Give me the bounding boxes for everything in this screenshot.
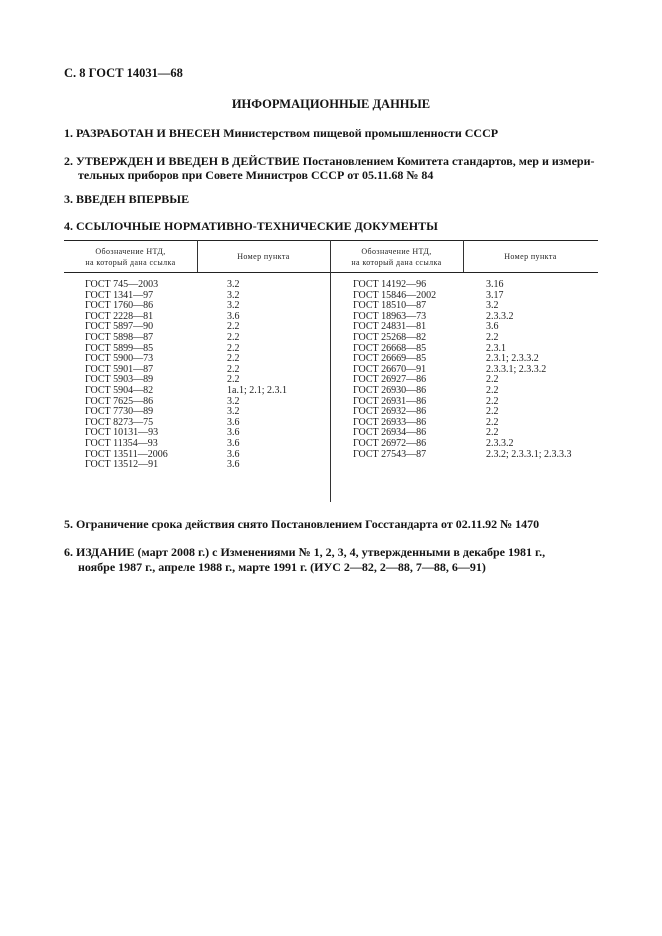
- table-point-cell: 3.6: [227, 459, 240, 471]
- table-point-cell: 2.3.2; 2.3.3.1; 2.3.3.3: [486, 448, 572, 460]
- table-doc-cell: ГОСТ 25268—82: [353, 331, 427, 343]
- table-doc-cell: ГОСТ 26930—86: [353, 384, 427, 396]
- table-point-cell: 3.16: [486, 279, 504, 290]
- table-point-cell: 2.2: [486, 384, 499, 396]
- table-header-rule: [64, 272, 598, 273]
- table-doc-cell: ГОСТ 26972—86: [353, 437, 427, 449]
- table-doc-cell: ГОСТ 5901—87: [85, 363, 154, 375]
- table-point-cell: 3.17: [486, 289, 504, 301]
- left-points-column: [227, 280, 287, 471]
- table-point-cell: 2.3.1; 2.3.3.2: [486, 353, 539, 365]
- table-point-cell: 3.2: [227, 395, 240, 407]
- item-edition: [64, 545, 604, 575]
- item-edition-line2: ноябре 1987 г., апреле 1988 г., марте 1991 г. (ИУС 2—82, 2—88, 7—88, 6—91): [78, 560, 486, 574]
- table-point-cell: 2.3.1: [486, 342, 506, 354]
- table-point-cell: 3.2: [227, 406, 240, 418]
- table-point-cell: 2.2: [227, 374, 240, 386]
- page-header: С. 8 ГОСТ 14031—68: [64, 66, 183, 80]
- header-ntd-left: [64, 246, 197, 268]
- table-doc-cell: ГОСТ 15846—2002: [353, 289, 437, 301]
- table-point-cell: 3.6: [486, 321, 499, 333]
- table-point-cell: 2.2: [227, 363, 240, 375]
- table-point-cell: 3.6: [227, 427, 240, 439]
- table-point-cell: 2.2: [227, 321, 240, 333]
- table-point-cell: 2.2: [227, 353, 240, 365]
- table-doc-cell: ГОСТ 5903—89: [85, 374, 154, 386]
- table-doc-cell: ГОСТ 1341—97: [85, 289, 154, 301]
- item-approved: [64, 154, 604, 182]
- table-point-cell: 3.6: [227, 437, 240, 449]
- table-doc-cell: ГОСТ 26934—86: [353, 427, 427, 439]
- table-doc-cell: ГОСТ 7730—89: [85, 406, 154, 418]
- table-top-rule: [64, 240, 598, 241]
- table-doc-cell: ГОСТ 27543—87: [353, 448, 427, 460]
- table-doc-cell: ГОСТ 2228—81: [85, 310, 154, 322]
- table-doc-cell: ГОСТ 14192—96: [353, 279, 427, 290]
- table-doc-cell: ГОСТ 26933—86: [353, 416, 427, 428]
- table-doc-cell: ГОСТ 11354—93: [85, 437, 158, 449]
- table-doc-cell: ГОСТ 1760—86: [85, 300, 154, 312]
- table-point-cell: 2.2: [486, 395, 499, 407]
- table-doc-cell: ГОСТ 745—2003: [85, 279, 159, 290]
- header-ntd-line1: Обозначение НТД,: [361, 247, 432, 256]
- table-point-cell: 2.2: [227, 331, 240, 343]
- header-ntd-line2: на который дана ссылка: [351, 258, 442, 267]
- table-point-cell: 3.6: [227, 310, 240, 322]
- table-doc-cell: ГОСТ 5904—82: [85, 384, 154, 396]
- item-edition-line1: 6. ИЗДАНИЕ (март 2008 г.) с Изменениями № 1, 2, 3, 4, утвержденными в декабре 1981 г.,: [64, 545, 546, 559]
- table-point-cell: 2.3.3.1; 2.3.3.2: [486, 363, 547, 375]
- table-doc-cell: ГОСТ 26668—85: [353, 342, 427, 354]
- table-doc-cell: ГОСТ 7625—86: [85, 395, 154, 407]
- table-doc-cell: ГОСТ 18510—87: [353, 300, 427, 312]
- table-doc-cell: ГОСТ 26670—91: [353, 363, 427, 375]
- table-point-cell: 2.2: [227, 342, 240, 354]
- table-point-cell: 2.2: [486, 427, 499, 439]
- table-doc-cell: ГОСТ 8273—75: [85, 416, 154, 428]
- table-point-cell: 3.2: [227, 279, 240, 290]
- header-point-right: Номер пункта: [504, 252, 557, 261]
- table-point-cell: 2.3.3.2: [486, 310, 514, 322]
- table-doc-cell: ГОСТ 13511—2006: [85, 448, 168, 460]
- table-doc-cell: ГОСТ 26669—85: [353, 353, 427, 365]
- table-doc-cell: ГОСТ 5897—90: [85, 321, 154, 333]
- table-doc-cell: ГОСТ 13512—91: [85, 459, 159, 471]
- table-doc-cell: ГОСТ 26931—86: [353, 395, 427, 407]
- table-doc-cell: ГОСТ 26927—86: [353, 374, 427, 386]
- item-developed: 1. РАЗРАБОТАН И ВНЕСЕН Министерством пищевой промышленности СССР: [64, 126, 499, 140]
- table-point-cell: 3.2: [486, 300, 499, 312]
- header-ntd-right: [330, 246, 463, 268]
- table-point-cell: 2.2: [486, 416, 499, 428]
- table-point-cell: 2.2: [486, 374, 499, 386]
- table-doc-cell: ГОСТ 26932—86: [353, 406, 427, 418]
- item-reference-docs-heading: 4. ССЫЛОЧНЫЕ НОРМАТИВНО-ТЕХНИЧЕСКИЕ ДОКУМЕНТЫ: [64, 219, 438, 233]
- item-approved-line1: 2. УТВЕРЖДЕН И ВВЕДЕН В ДЕЙСТВИЕ Постановлением Комитета стандартов, мер и измери-: [64, 154, 595, 168]
- table-doc-cell: ГОСТ 18963—73: [353, 310, 427, 322]
- table-doc-cell: ГОСТ 5899—85: [85, 342, 154, 354]
- table-point-cell: 3.2: [227, 289, 240, 301]
- left-docs-column: [85, 280, 168, 471]
- table-doc-cell: ГОСТ 10131—93: [85, 427, 159, 439]
- header-ntd-line1: Обозначение НТД,: [95, 247, 166, 256]
- table-point-cell: 2.3.3.2: [486, 437, 514, 449]
- table-point-cell: 3.6: [227, 416, 240, 428]
- item-approved-line2: тельных приборов при Совете Министров СССР от 05.11.68 № 84: [78, 168, 434, 182]
- table-doc-cell: ГОСТ 5900—73: [85, 353, 154, 365]
- table-point-cell: 1а.1; 2.1; 2.3.1: [227, 384, 287, 396]
- section-title: ИНФОРМАЦИОННЫЕ ДАННЫЕ: [231, 97, 431, 111]
- right-docs-column: [353, 280, 436, 460]
- header-ntd-line2: на который дана ссылка: [85, 258, 176, 267]
- reference-table: [64, 238, 598, 502]
- header-point-left: Номер пункта: [237, 252, 290, 261]
- item-validity: 5. Ограничение срока действия снято Постановлением Госстандарта от 02.11.92 № 1470: [64, 517, 540, 531]
- table-center-divider: [330, 240, 331, 502]
- table-doc-cell: ГОСТ 5898—87: [85, 331, 154, 343]
- table-point-cell: 2.2: [486, 406, 499, 418]
- table-doc-cell: ГОСТ 24831—81: [353, 321, 427, 333]
- table-point-cell: 3.6: [227, 448, 240, 460]
- table-point-cell: 2.2: [486, 331, 499, 343]
- right-points-column: [486, 280, 572, 460]
- item-first-introduced: 3. ВВЕДЕН ВПЕРВЫЕ: [64, 192, 190, 206]
- table-point-cell: 3.2: [227, 300, 240, 312]
